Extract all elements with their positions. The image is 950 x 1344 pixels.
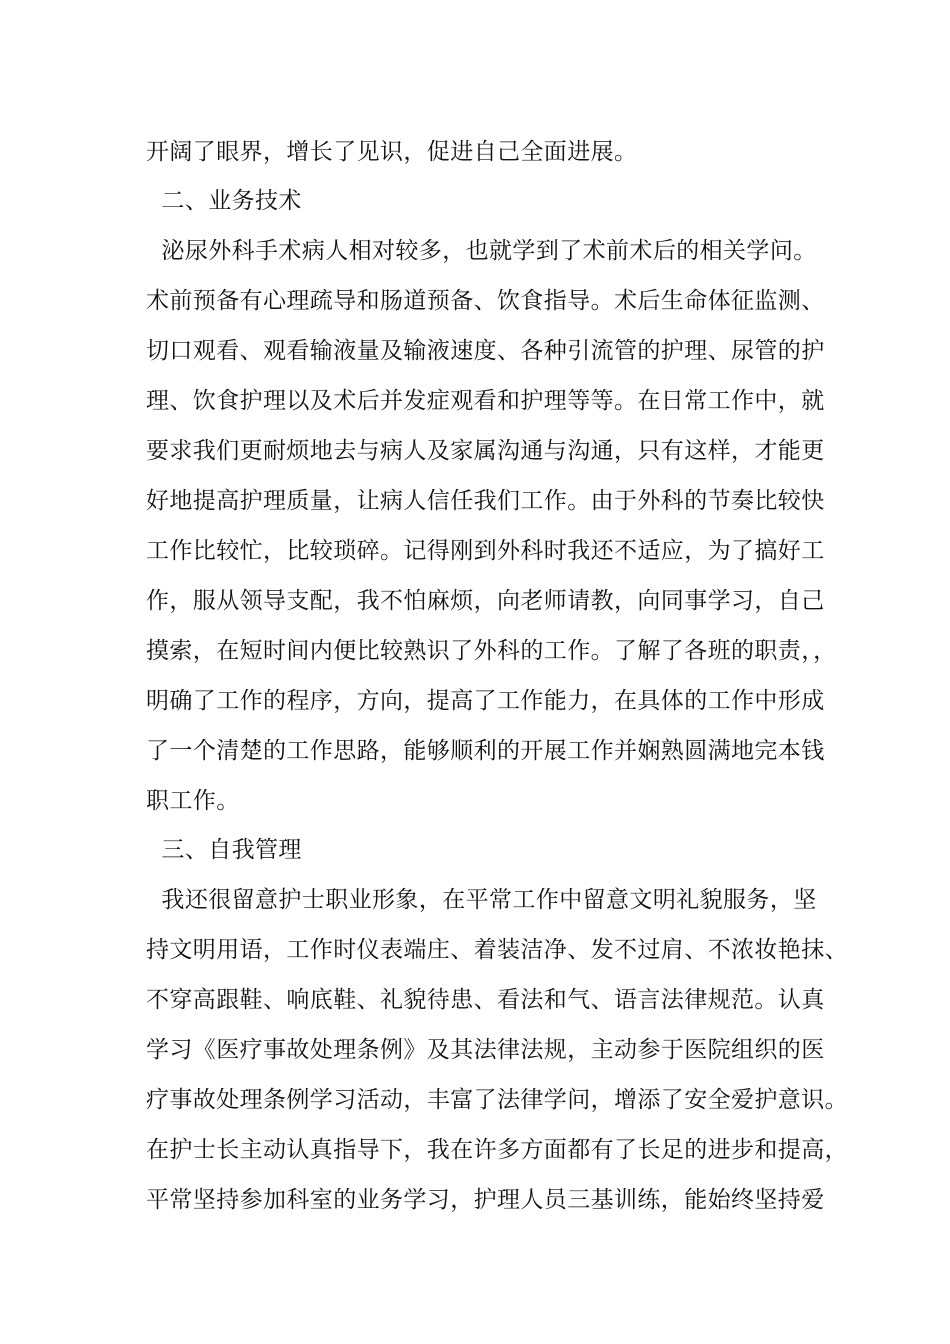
body-text-line: 了一个清楚的工作思路，能够顺利的开展工作并娴熟圆满地完本钱 bbox=[146, 738, 825, 764]
body-text-line: 泌尿外科手术病人相对较多，也就学到了术前术后的相关学问。 bbox=[146, 238, 817, 264]
body-text-line: 不穿高跟鞋、响底鞋、礼貌待患、看法和气、语言法律规范。认真 bbox=[146, 987, 825, 1013]
body-text-line: 学习《医疗事故处理条例》及其法律法规，主动参于医院组织的医 bbox=[146, 1037, 825, 1063]
body-text-line: 作，服从领导支配，我不怕麻烦，向老师请教，向同事学习，自己 bbox=[146, 588, 825, 614]
body-text-line: 持文明用语，工作时仪表端庄、着装洁净、发不过肩、不浓妆艳抹、 bbox=[146, 937, 848, 963]
section-heading: 三、自我管理 bbox=[146, 837, 302, 863]
body-text-line: 术前预备有心理疏导和肠道预备、饮食指导。术后生命体征监测、 bbox=[146, 288, 825, 314]
body-text-line: 明确了工作的程序，方向，提高了工作能力，在具体的工作中形成 bbox=[146, 688, 825, 714]
body-text-line: 疗事故处理条例学习活动，丰富了法律学问，增添了安全爱护意识。 bbox=[146, 1087, 848, 1113]
body-text-line: 要求我们更耐烦地去与病人及家属沟通与沟通，只有这样，才能更 bbox=[146, 438, 825, 464]
body-text-line: 职工作。 bbox=[146, 788, 240, 814]
section-heading: 二、业务技术 bbox=[146, 188, 302, 214]
body-text-line: 好地提高护理质量，让病人信任我们工作。由于外科的节奏比较快 bbox=[146, 488, 825, 514]
body-text-line: 理、饮食护理以及术后并发症观看和护理等等。在日常工作中，就 bbox=[146, 388, 825, 414]
body-text-line: 平常坚持参加科室的业务学习，护理人员三基训练，能始终坚持爱 bbox=[146, 1187, 825, 1213]
body-text-line: 开阔了眼界，增长了见识，促进自己全面进展。 bbox=[146, 139, 638, 165]
body-text-line: 工作比较忙，比较琐碎。记得刚到外科时我还不适应，为了搞好工 bbox=[146, 538, 825, 564]
body-text-line: 切口观看、观看输液量及输液速度、各种引流管的护理、尿管的护 bbox=[146, 338, 825, 364]
body-text-line: 摸索，在短时间内便比较熟识了外科的工作。了解了各班的职责，， bbox=[146, 638, 837, 664]
body-text-line: 我还很留意护士职业形象，在平常工作中留意文明礼貌服务，坚 bbox=[146, 887, 817, 913]
body-text-line: 在护士长主动认真指导下，我在许多方面都有了长足的进步和提高， bbox=[146, 1137, 848, 1163]
